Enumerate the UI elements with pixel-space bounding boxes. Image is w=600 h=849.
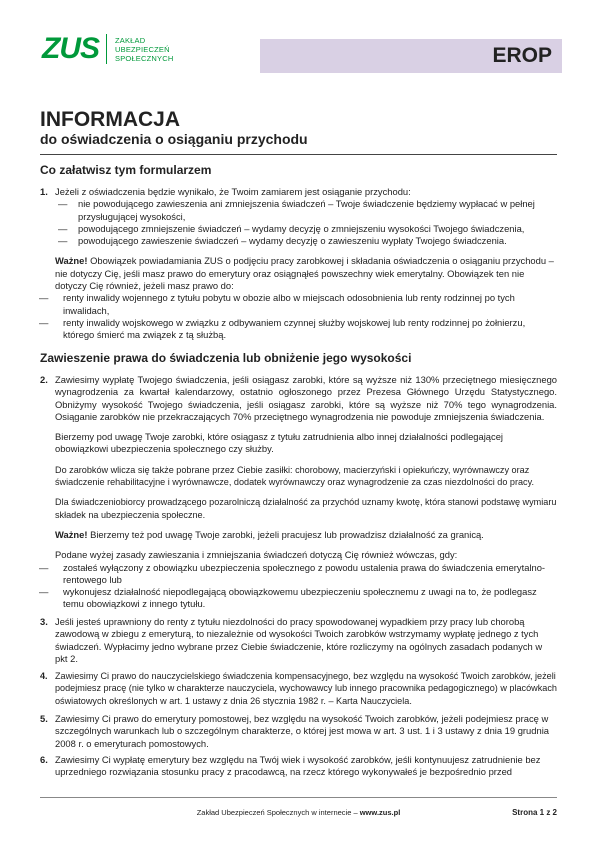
zus-logo bbox=[42, 34, 173, 64]
item-number: 4. bbox=[40, 671, 48, 681]
footer-divider bbox=[40, 797, 557, 798]
section-heading-purpose: Co załatwisz tym formularzem bbox=[40, 163, 212, 177]
zus-logo-mark: ZUS bbox=[42, 32, 99, 65]
footer-website: Zakład Ubezpieczeń Społecznych w internecie – www.zus.pl bbox=[196, 808, 401, 817]
paragraph: Bierzemy pod uwagę Twoje zarobki, które osiągasz z tytułu zatrudnienia albo innej działalności podlegającej obowiązkowi ubezpieczenia społecznego czy służby. bbox=[55, 431, 504, 455]
list-item: — zostałeś wyłączony z obowiązku ubezpieczenia społecznego z powodu ustalenia prawa do świadczenia emerytalno-rentowego lub bbox=[39, 561, 546, 585]
list-item: — renty inwalidy wojskowego w związku z odbywaniem czynnej służby wojskowej lub renty rodzinnej po żołnierzu, którego śmierć ma związek z tą służbą. bbox=[39, 316, 526, 341]
list-item: — renty inwalidy wojennego z tytułu pobytu w obozie albo w miejscach odosobnienia lub renty rodzinnej po tych inwalidach, bbox=[39, 292, 515, 316]
paragraph: Do zarobków wlicza się także pobrane przez Ciebie zasiłki: chorobowy, macierzyński i opiekuńczy, wyrównawczy oraz świadczenie rehabilitacyjne i wyrównawcze, dodatek wyrównawczy oraz wynagrodzenie za czas niezdolności do pracy. bbox=[55, 464, 534, 488]
item-6 bbox=[40, 754, 557, 779]
item-number: 1. bbox=[40, 186, 48, 197]
item-5 bbox=[40, 713, 557, 750]
form-code-band bbox=[260, 39, 562, 73]
logo-line-1: ZAKŁAD bbox=[115, 35, 146, 45]
important-note: Ważne! Bierzemy też pod uwagę Twoje zarobki, jeżeli pracujesz lub prowadzisz działalność za granicą. bbox=[55, 528, 484, 540]
important-note: Ważne! Obowiązek powiadamiania ZUS o podjęciu pracy zarobkowej i składania oświadczenia o osiąganiu przychodu – nie dotyczy Cię, jeśli masz prawo do emerytury oraz osiągnąłeś powszechny wiek emerytalny. Obowiązek ten nie dotyczy Cię również, jeżeli masz prawo do: bbox=[55, 255, 554, 292]
item-1 bbox=[40, 186, 557, 342]
section-heading-suspension: Zawieszenie prawa do świadczenia lub obniżenie jego wysokości bbox=[40, 351, 412, 365]
item-number: 3. bbox=[40, 616, 48, 627]
list-item: — nie powodującego zawieszenia ani zmniejszenia świadczeń – Twoje świadczenie będziemy wypłacać w pełnej przysługującej wysokości, bbox=[58, 198, 535, 222]
logo-line-3: SPOŁECZNYCH bbox=[115, 53, 174, 63]
zus-logo-text bbox=[115, 36, 173, 63]
paragraph: Podane wyżej zasady zawieszania i zmniejszania świadczeń dotyczą Cię również wówczas, gdy: bbox=[55, 549, 458, 561]
item-4 bbox=[40, 670, 557, 707]
item-2 bbox=[40, 374, 557, 611]
list-item: — powodującego zawieszenie świadczeń – wydamy decyzję o zawieszeniu wypłaty Twojego świadczenia. bbox=[58, 235, 507, 247]
paragraph: Zawiesimy wypłatę Twojego świadczenia, jeśli osiągasz zarobki, które są wyższe niż 130% przeciętnego miesięcznego wynagrodzenia za kwartał kalendarzowy, ostatnio ogłoszonego przez Prezesa Głównego Urzędu Statystycznego. Obniżymy wysokość Twojego świadczenia, jeśli osiągasz zarobki, które są wyższe niż 70% tego wynagrodzenia. Osiąganie zarobków nie przekraczających 70% przeciętnego wynagrodzenia nie powoduje zmniejszenia świadczenia. bbox=[55, 374, 557, 422]
item-number: 6. bbox=[40, 754, 48, 765]
paragraph: Zawiesimy Ci prawo do nauczycielskiego świadczenia kompensacyjnego, bez względu na wysokość Twoich zarobków, jeżeli podejmiesz pracę (nie tylko w charakterze nauczyciela, wychowawcy lub innego pracownika pedagogicznego) w placówkach oświatowych określonych w art. 1 ustawy z dnia 26 stycznia 1982 r. – Karta Nauczyciela. bbox=[55, 671, 557, 706]
logo-line-2: UBEZPIECZEŃ bbox=[115, 44, 170, 54]
form-code: EROP bbox=[492, 44, 552, 67]
page-title: INFORMACJA bbox=[40, 108, 180, 131]
title-divider bbox=[40, 154, 557, 155]
list-item: — wykonujesz działalność niepodlegającą obowiązkowemu ubezpieczeniu społecznemu z uwagi na to, że podlegasz temu obowiązkowi z innego tytułu. bbox=[39, 586, 537, 610]
item-1-intro: Jeżeli z oświadczenia będzie wynikało, że Twoim zamiarem jest osiąganie przychodu: bbox=[55, 186, 411, 197]
item-number: 2. bbox=[40, 374, 48, 385]
item-3 bbox=[40, 616, 557, 665]
logo-separator bbox=[106, 34, 107, 64]
item-number: 5. bbox=[40, 713, 48, 724]
list-item: — powodującego zmniejszenie świadczeń – wydamy decyzję o zmniejszeniu wysokości Twojego świadczenia, bbox=[58, 222, 525, 234]
paragraph: Jeśli jesteś uprawniony do renty z tytułu niezdolności do pracy spowodowanej wypadkiem przy pracy lub chorobą zawodową w zbiegu z emeryturą, to niezależnie od wysokości Twoich zarobków wstrzymamy wypłatę jednego z tych świadczeń. Wypłacimy jedno wybrane przez Ciebie świadczenie, które rozliczymy na ogólnych zasadach podanych w pkt 2. bbox=[55, 616, 543, 664]
paragraph: Dla świadczeniobiorcy prowadzącego pozarolniczą działalność za przychód uznamy kwotę, która stanowi podstawę wymiaru składek na ubezpieczenia społeczne. bbox=[55, 497, 557, 520]
paragraph: Zawiesimy Ci prawo do emerytury pomostowej, bez względu na wysokość Twoich zarobków, jeżeli podejmiesz pracę w szczególnych warunkach lub o szczególnym charakterze, o której jest mowa w art. 3 ust. 1 i 3 ustawy z dnia 19 grudnia 2008 r. o emeryturach pomostowych. bbox=[55, 713, 549, 749]
page-number: Strona 1 z 2 bbox=[512, 808, 557, 817]
page-subtitle: do oświadczenia o osiąganiu przychodu bbox=[40, 131, 308, 147]
website-link[interactable]: www.zus.pl bbox=[359, 808, 401, 817]
paragraph: Zawiesimy Ci wypłatę emerytury bez względu na Twój wiek i wysokość zarobków, jeśli kontynuujesz zatrudnienie bez uprzedniego rozwiązania stosunku pracy z pracodawcą, na rzecz którego wykonywałeś je bezpośrednio przed bbox=[55, 754, 541, 778]
